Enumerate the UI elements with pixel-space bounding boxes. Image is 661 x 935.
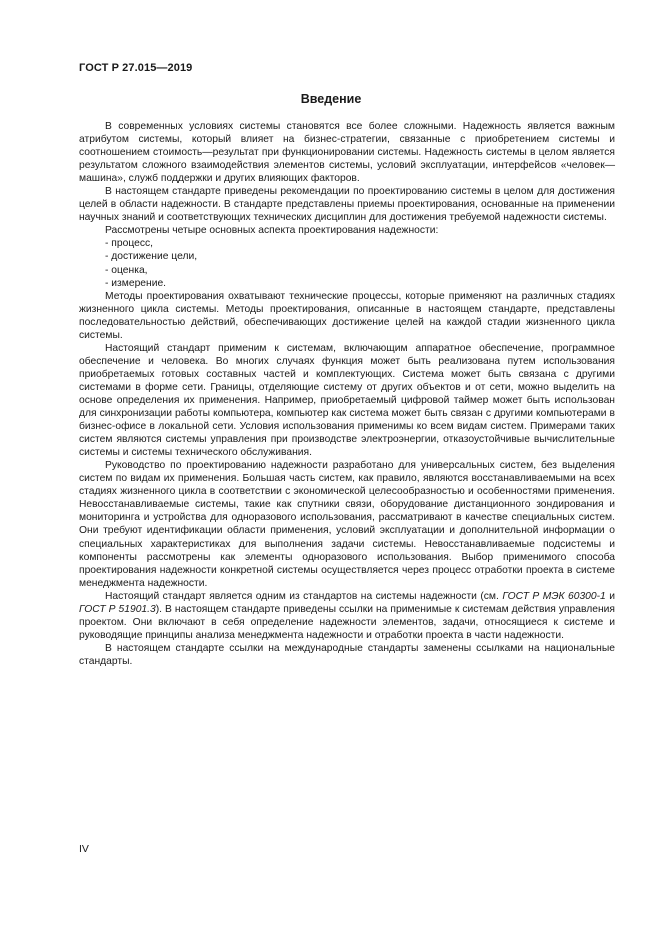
paragraph-with-references [79,590,615,642]
standard-reference: ГОСТ Р 51901.3 [79,603,156,615]
list-item: - оценка, [105,264,148,276]
list-item: - достижение цели, [105,251,198,263]
paragraph-text: Настоящий стандарт является одним из стандартов на системы надежности (см. [105,590,503,602]
paragraph: Рассмотрены четыре основных аспекта проектирования надежности: [105,225,439,237]
page-number: IV [79,843,89,855]
list-item: - измерение. [105,277,167,289]
list-item: - процесс, [105,238,153,250]
paragraph: В настоящем стандарте ссылки на международные стандарты заменены ссылками на национальные стандарты. [79,642,615,667]
paragraph: Руководство по проектированию надежности разработано для универсальных систем, без выделения систем по видам их применения. Большая часть систем, как правило, являются восстанавливаемыми на всех стадиях жизненного цикла в соответствии с экономической целесообразностью и особенностями применения. Невосстанавливаемые системы, такие как спутники связи, оборудование дистанционного зондирования и мониторинга и устройства для одноразового использования, рассматривают в качестве специальных систем. Они требуют идентификации области применения, условий эксплуатации и дополнительной информации о специальных характеристиках для выполнения задачи системы. Невосстанавливаемые подсистемы и компоненты рассмотрены как элементы одноразового использования. Выбор применимого способа проектирования надежности конкретной системы осуществляется через процесс отработки проекта в системе менеджмента надежности. [79,460,615,589]
section-title: Введение [300,92,362,106]
standard-code-header: ГОСТ Р 27.015—2019 [79,62,193,74]
paragraph-text: ). В настоящем стандарте приведены ссылки на применимые к системам действия управления проектом. Они включают в себя определение надежности элементов, задачи, относящиеся к системе и руководящие принципы анализа менеджмента надежности и отработки проекта в части надежности. [79,603,615,641]
paragraph: В современных условиях системы становятся все более сложными. Надежность является важным атрибутом системы, который влияет на бизнес-стратегии, связанные с приобретением системы и соотношением стоимость—результат при функционировании системы. Надежность системы в целом является результатом сложного взаимодействия элементов системы, условий эксплуатации, интерфейсов «человек—машина», служб поддержки и других влияющих факторов. [79,121,615,185]
paragraph: Методы проектирования охватывают технические процессы, которые применяют на различных стадиях жизненного цикла системы. Методы проектирования, описанные в настоящем стандарте, представлены последовательностью действий, обеспечивающих достижение целей на каждой стадии жизненного цикла системы. [79,290,615,341]
paragraph: Настоящий стандарт применим к системам, включающим аппаратное обеспечение, программное обеспечение и человека. Во многих случаях функция может быть реализована путем использования приобретаемых готовых составных частей и комплектующих. Система может быть связана с другими системами в форме сети. Границы, отделяющие систему от других объектов и от сети, можно выделить на основе определения их применения. Например, приобретаемый цифровой таймер может быть использован для синхронизации работы компьютера, компьютер как система может быть связан с другими компьютерами в бизнес-офисе в локальной сети. Условия использования применимы ко всем видам систем. Примерами таких систем являются системы управления при производстве электроэнергии, отказоустойчивые вычислительные системы и системы технического обслуживания. [79,342,615,459]
paragraph: В настоящем стандарте приведены рекомендации по проектированию системы в целом для достижения целей в области надежности. В стандарте представлены приемы проектирования, основанные на применении научных знаний и соответствующих технических дисциплин для достижения требуемой надежности системы. [79,186,615,224]
paragraph-text: и [605,590,615,602]
introduction-body [79,120,615,668]
standard-reference: ГОСТ Р МЭК 60300-1 [502,590,606,602]
